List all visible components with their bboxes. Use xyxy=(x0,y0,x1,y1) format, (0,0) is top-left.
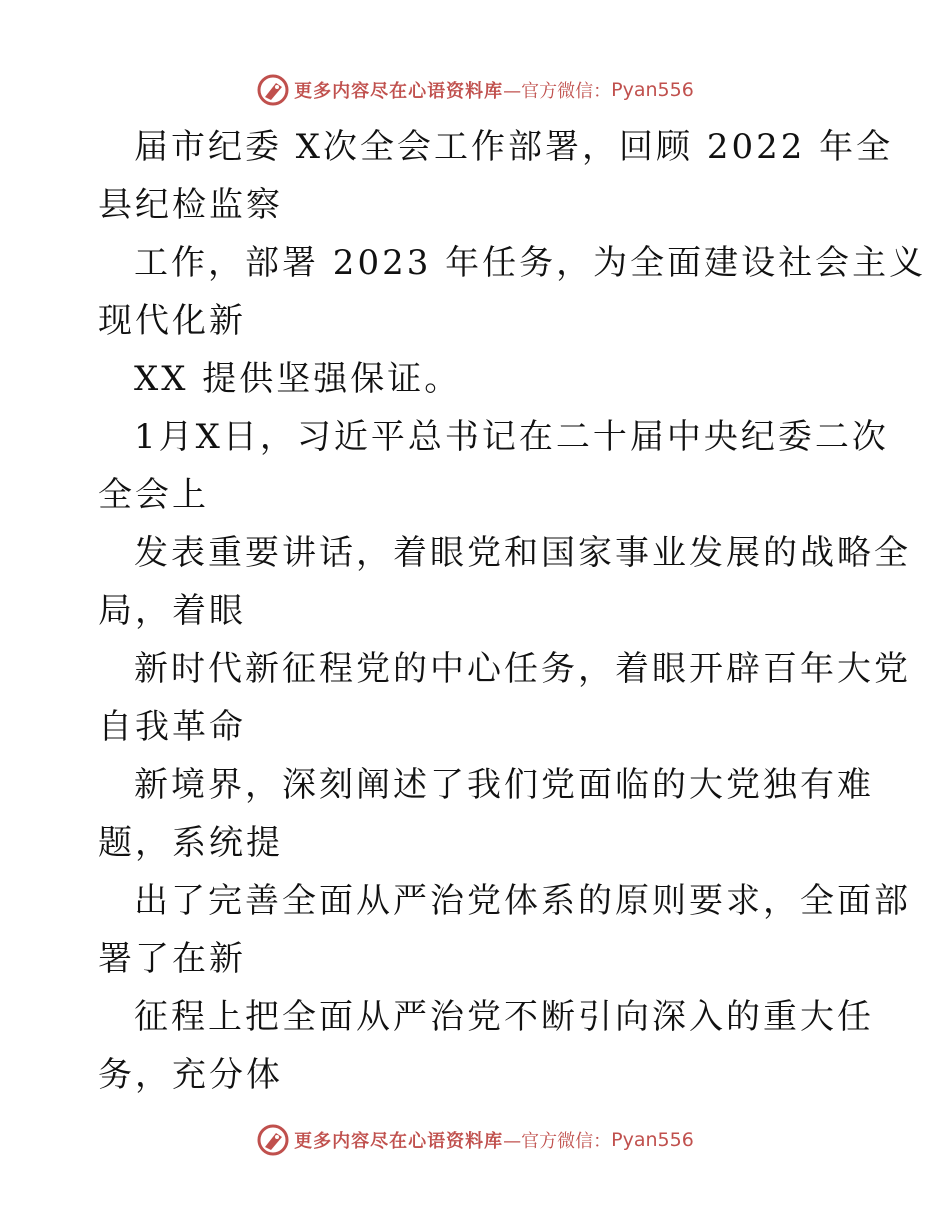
paragraph-line: 自我革命 xyxy=(98,707,246,747)
logo-icon xyxy=(256,1123,290,1157)
paragraph-line: XX 提供坚强保证。 xyxy=(134,359,462,399)
banner-contact-text: —官方微信： xyxy=(503,1131,612,1152)
paragraph xyxy=(98,872,911,988)
banner-brand-text: 更多内容尽在心语资料库 xyxy=(294,1131,504,1152)
paragraph-line: 工作，部署 2023 年任务，为全面建设社会主义 xyxy=(134,243,927,283)
header-banner xyxy=(0,70,950,110)
banner-wechat-id: Pyan556 xyxy=(611,1129,694,1151)
paragraph-line: 1月X日，习近平总书记在二十届中央纪委二次 xyxy=(134,417,889,457)
paragraph-line: 县纪检监察 xyxy=(98,185,283,225)
paragraph xyxy=(98,988,874,1104)
footer-banner xyxy=(0,1120,950,1160)
banner-wechat-id: Pyan556 xyxy=(611,79,694,101)
paragraph-line: 务，充分体 xyxy=(98,1055,283,1095)
paragraph-line: 征程上把全面从严治党不断引向深入的重大任 xyxy=(134,997,874,1037)
logo-icon xyxy=(256,73,290,107)
paragraph xyxy=(98,118,894,234)
paragraph xyxy=(98,524,911,640)
paragraph xyxy=(98,234,927,350)
paragraph-line: 新时代新征程党的中心任务，着眼开辟百年大党 xyxy=(134,649,911,689)
paragraph-line: 届市纪委 X次全会工作部署，回顾 2022 年全 xyxy=(134,127,894,167)
paragraph xyxy=(98,408,889,524)
paragraph xyxy=(98,756,874,872)
paragraph-line: 发表重要讲话，着眼党和国家事业发展的战略全 xyxy=(134,533,911,573)
document-body xyxy=(98,118,927,1104)
paragraph xyxy=(98,640,911,756)
paragraph-line: 全会上 xyxy=(98,475,209,515)
paragraph-line: 出了完善全面从严治党体系的原则要求，全面部 xyxy=(134,881,911,921)
paragraph-line: 题，系统提 xyxy=(98,823,283,863)
paragraph-line: 新境界，深刻阐述了我们党面临的大党独有难 xyxy=(134,765,874,805)
paragraph-line: 署了在新 xyxy=(98,939,246,979)
paragraph-line: 局，着眼 xyxy=(98,591,246,631)
paragraph xyxy=(98,350,858,408)
banner-contact-text: —官方微信： xyxy=(503,81,612,102)
banner-brand-text: 更多内容尽在心语资料库 xyxy=(294,81,504,102)
paragraph-line: 现代化新 xyxy=(98,301,246,341)
